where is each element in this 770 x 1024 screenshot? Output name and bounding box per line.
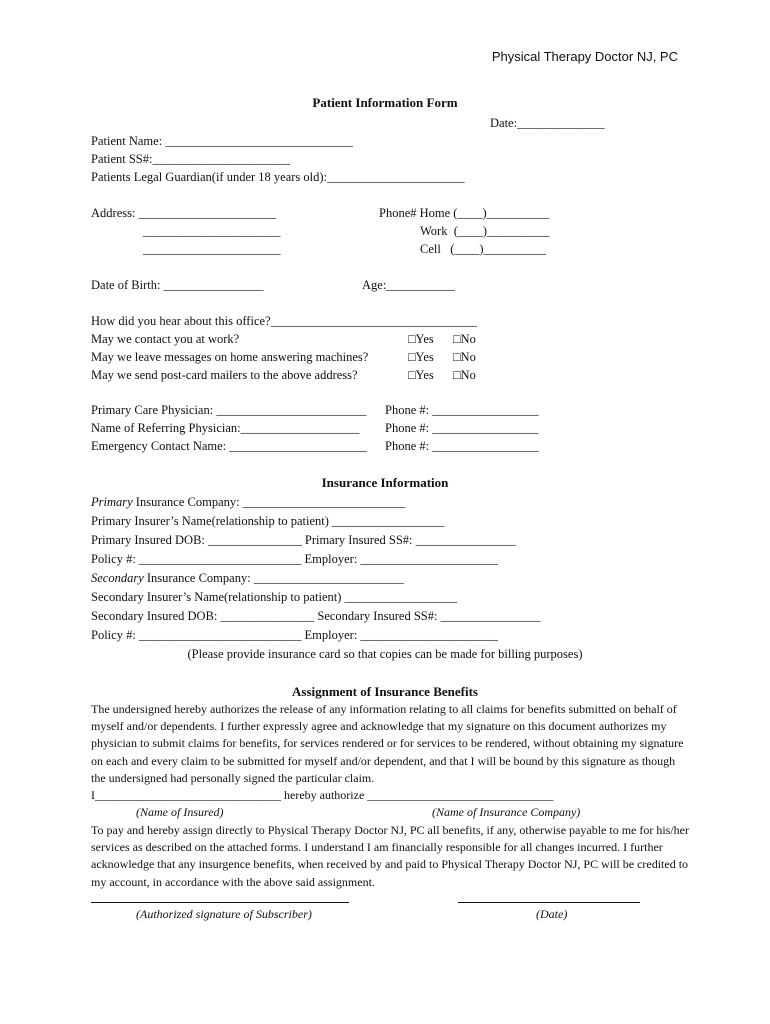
address-line-2[interactable]: ______________________ <box>143 224 281 238</box>
date-caption: (Date) <box>536 907 568 921</box>
question-postcard-mailers: May we send post-card mailers to the above address? <box>91 368 358 382</box>
question-contact-work: May we contact you at work? <box>91 332 240 346</box>
primary-insurer-name-field[interactable]: Primary Insurer’s Name(relationship to patient) __________________ <box>91 514 445 528</box>
phone-cell-field[interactable]: Cell (____)__________ <box>420 242 547 256</box>
secondary-insurance-company-field[interactable] <box>91 572 404 585</box>
secondary-label: Secondary <box>91 571 144 585</box>
date-of-birth-field[interactable]: Date of Birth: ________________ <box>91 278 264 292</box>
secondary-policy-employer-field[interactable]: Policy #: __________________________ Employer: ______________________ <box>91 628 498 642</box>
address-field[interactable]: Address: ______________________ <box>91 206 277 220</box>
signature-line[interactable] <box>91 902 349 903</box>
primary-company-line: Insurance Company: __________________________ <box>132 495 406 509</box>
date-signature-line[interactable] <box>458 902 640 903</box>
name-of-insured-caption: (Name of Insured) <box>136 805 224 819</box>
checkbox-no[interactable]: □No <box>453 368 476 382</box>
checkbox-yes[interactable]: □Yes <box>408 368 434 382</box>
referring-phone-field[interactable]: Phone #: _________________ <box>385 421 539 435</box>
secondary-insurer-name-field[interactable]: Secondary Insurer’s Name(relationship to patient) __________________ <box>91 590 458 604</box>
address-line-3[interactable]: ______________________ <box>143 242 281 256</box>
checkbox-yes[interactable]: □Yes <box>408 350 434 364</box>
secondary-insured-dob-ss-field[interactable]: Secondary Insured DOB: _______________ Secondary Insured SS#: ________________ <box>91 609 541 623</box>
emergency-phone-field[interactable]: Phone #: _________________ <box>385 439 539 453</box>
referring-physician-field[interactable]: Name of Referring Physician:___________________ <box>91 421 360 435</box>
name-of-company-caption: (Name of Insurance Company) <box>432 805 581 819</box>
checkbox-no[interactable]: □No <box>453 332 476 346</box>
assignment-paragraph-1: The undersigned hereby authorizes the release of any information relating to all claims for benefits submitted on behalf of myself and/or dependents. I further expressly agree and acknowledge that my signature on this document authorizes my physician to submit claims for benefits, for services rendered or for services to be rendered, without obtaining my signature on each and every claim to be submitted for myself and/or dependent, and that I will be bound by this signature as though the undersigned had personally signed the particular claim. <box>91 702 684 785</box>
phone-home-field[interactable]: Phone# Home (____)__________ <box>379 206 550 220</box>
primary-care-physician-field[interactable]: Primary Care Physician: ________________________ <box>91 403 367 417</box>
patient-name-field[interactable]: Patient Name: ______________________________ <box>91 134 353 148</box>
phone-work-field[interactable]: Work (____)__________ <box>420 224 550 238</box>
form-title: Patient Information Form <box>312 95 458 110</box>
insurance-card-note: (Please provide insurance card so that copies can be made for billing purposes) <box>187 647 583 661</box>
question-answering-machine: May we leave messages on home answering machines? <box>91 350 369 364</box>
patient-ss-field[interactable]: Patient SS#:______________________ <box>91 152 290 166</box>
assignment-heading: Assignment of Insurance Benefits <box>292 684 478 699</box>
signature-caption: (Authorized signature of Subscriber) <box>136 907 312 921</box>
secondary-company-line: Insurance Company: ________________________ <box>143 571 404 585</box>
primary-insurance-company-field[interactable] <box>91 496 405 509</box>
assignment-paragraph-2: To pay and hereby assign directly to Physical Therapy Doctor NJ, PC all benefits, if any, otherwise payable to me for his/her services as described on the attached forms. I understand I am financially responsible for all changes incurred. I further acknowledge that any insurgence benefits, when received by and paid to Physical Therapy Doctor NJ, PC will be credited to my account, in accordance with the above said assignment. <box>91 823 690 889</box>
checkbox-no[interactable]: □No <box>453 350 476 364</box>
referral-source-field[interactable]: How did you hear about this office?_________________________________ <box>91 314 477 328</box>
primary-policy-employer-field[interactable]: Policy #: __________________________ Employer: ______________________ <box>91 552 498 566</box>
date-field[interactable]: Date:______________ <box>490 116 605 130</box>
primary-insured-dob-ss-field[interactable]: Primary Insured DOB: _______________ Primary Insured SS#: ________________ <box>91 533 516 547</box>
authorize-line[interactable]: I_______________________________ hereby authorize _______________________________ <box>91 788 554 802</box>
legal-guardian-field[interactable]: Patients Legal Guardian(if under 18 years old):______________________ <box>91 170 465 184</box>
checkbox-yes[interactable]: □Yes <box>408 332 434 346</box>
insurance-heading: Insurance Information <box>321 475 449 490</box>
emergency-contact-field[interactable]: Emergency Contact Name: ______________________ <box>91 439 367 453</box>
primary-label: Primary <box>91 495 133 509</box>
age-field[interactable]: Age:___________ <box>362 278 456 292</box>
physician-phone-field[interactable]: Phone #: _________________ <box>385 403 539 417</box>
practice-name: Physical Therapy Doctor NJ, PC <box>491 49 678 64</box>
